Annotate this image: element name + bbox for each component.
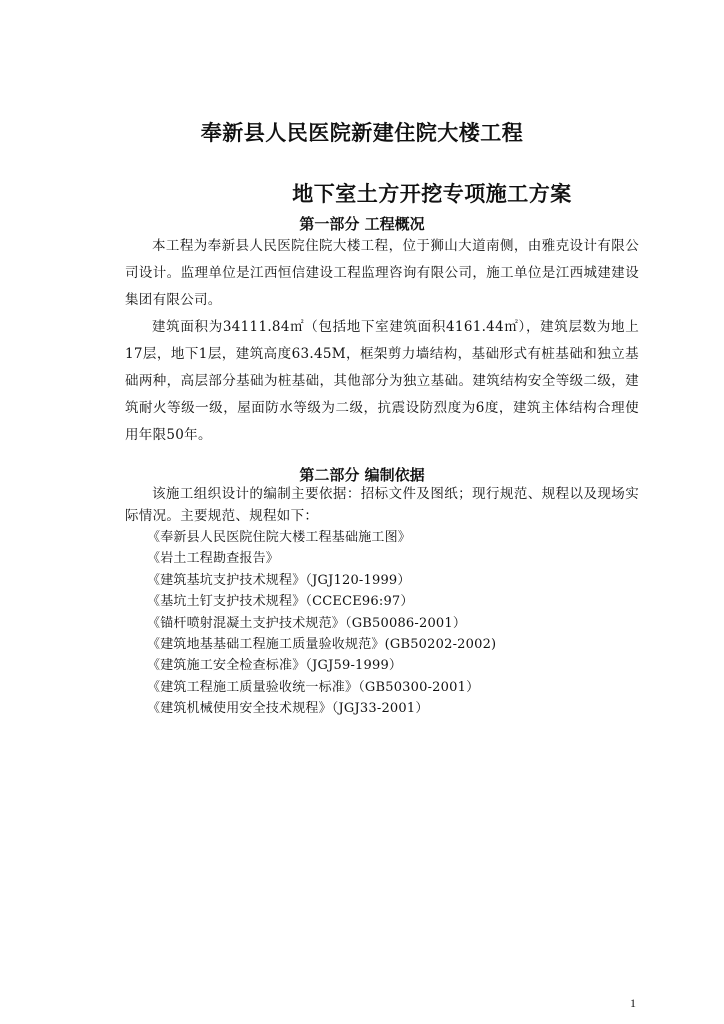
basis-paragraph: 该施工组织设计的编制主要依据：招标文件及图纸；现行规范、规程以及现场实际情况。主要规范、规程如下： [125, 486, 639, 524]
document-title: 地下室土方开挖专项施工方案 [292, 181, 572, 206]
reference-item: 《锚杆喷射混凝土支护技术规范》（GB50086-2001） [147, 615, 467, 631]
project-title: 奉新县人民医院新建住院大楼工程 [200, 120, 524, 145]
reference-item: 《岩土工程勘查报告》 [147, 551, 280, 567]
page-number: 1 [630, 996, 636, 1010]
overview-paragraph-1: 本工程为奉新县人民医院住院大楼工程，位于狮山大道南侧，由雅克设计有限公司设计。监理单位是江西恒信建设工程监理咨询有限公司，施工单位是江西城建建设集团有限公司。 [125, 238, 639, 308]
reference-list [147, 527, 496, 720]
overview-paragraph-2: 建筑面积为34111.84㎡（包括地下室建筑面积4161.44㎡），建筑层数为地上17层，地下1层，建筑高度63.45M，框架剪力墙结构，基础形式有桩基础和独立基础两种，高层部分基础为桩基础，其他部分为独立基础。建筑结构安全等级二级，建筑耐火等级一级，屋面防水等级为二级，抗震设防烈度为6度，建筑主体结构合理使用年限50年。 [125, 319, 639, 443]
reference-item: 《建筑机械使用安全技术规程》（JGJ33-2001） [147, 701, 429, 717]
reference-item: 《建筑基坑支护技术规程》（JGJ120-1999） [147, 572, 411, 588]
reference-item: 《基坑土钉支护技术规程》（CCECE96:97） [147, 594, 414, 610]
reference-item: 《建筑施工安全检查标准》（JGJ59-1999） [147, 658, 403, 674]
reference-item: 《建筑工程施工质量验收统一标准》（GB50300-2001） [147, 679, 480, 695]
reference-item: 《奉新县人民医院住院大楼工程基础施工图》 [147, 530, 412, 545]
section-heading-basis: 第二部分 编制依据 [299, 466, 425, 484]
section-heading-overview: 第一部分 工程概况 [299, 215, 425, 233]
reference-item: 《建筑地基基础工程施工质量验收规范》(GB50202-2002) [147, 637, 497, 653]
